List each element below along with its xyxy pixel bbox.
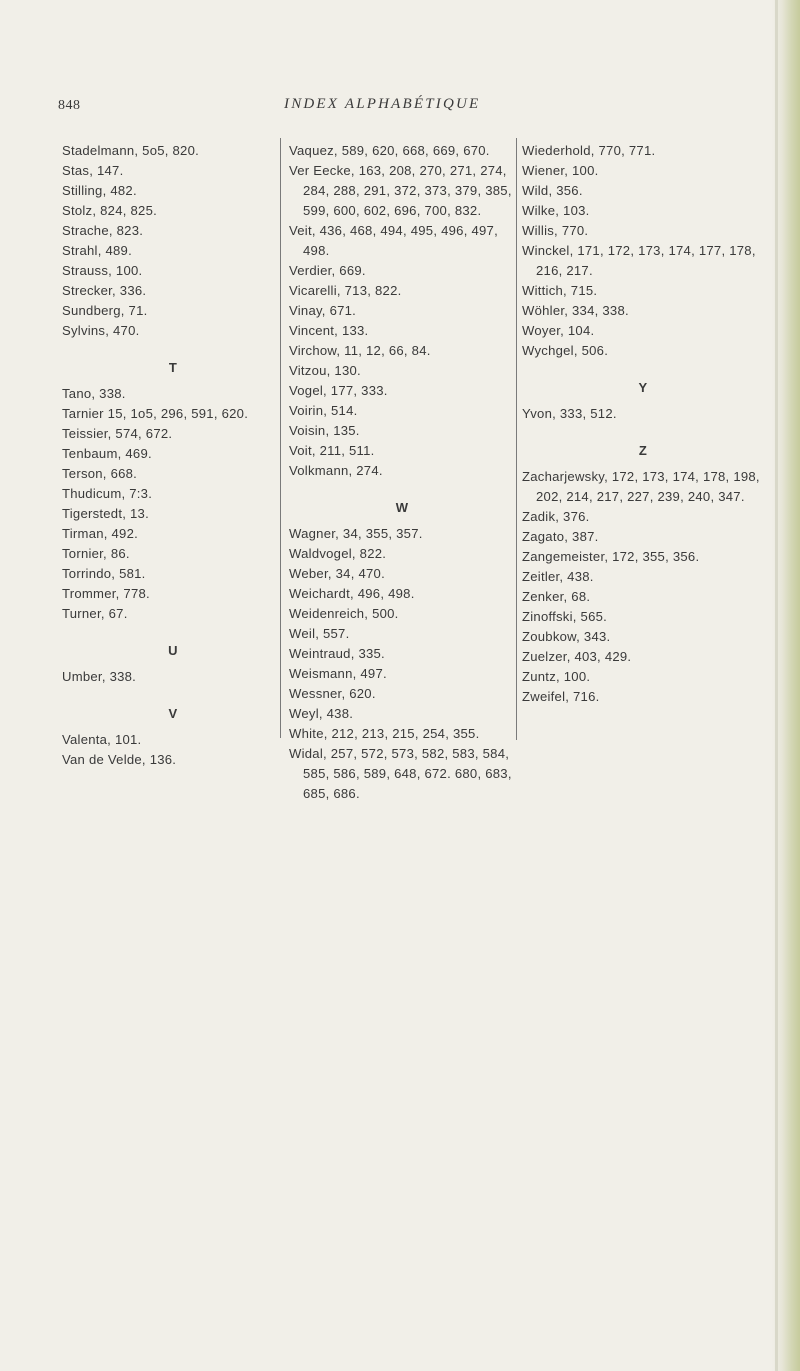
index-entry-list — [62, 141, 284, 341]
index-entry: Vincent, 133. — [289, 323, 369, 338]
index-entry: Tano, 338. — [62, 386, 126, 401]
index-entry: Weil, 557. — [289, 626, 350, 641]
index-entry: Zeitler, 438. — [522, 569, 594, 584]
index-entry: Tenbaum, 469. — [62, 446, 152, 461]
index-entry: Wöhler, 334, 338. — [522, 303, 629, 318]
letter-heading: W — [395, 500, 409, 515]
index-column-2 — [289, 141, 515, 804]
index-entry: Sylvins, 470. — [62, 323, 140, 338]
index-entry: Vicarelli, 713, 822. — [289, 283, 402, 298]
index-entry: Sundberg, 71. — [62, 303, 148, 318]
index-entry: Volkmann, 274. — [289, 463, 383, 478]
index-entry: Wiederhold, 770, 771. — [522, 143, 656, 158]
index-entry: Teissier, 574, 672. — [62, 426, 173, 441]
index-entry: Umber, 338. — [62, 669, 137, 684]
index-entry-list — [62, 730, 284, 770]
index-entry: Wittich, 715. — [522, 283, 598, 298]
index-column-3 — [522, 141, 764, 707]
index-entry: Vinay, 671. — [289, 303, 357, 318]
index-entry: Zagato, 387. — [522, 529, 599, 544]
index-entry: Van de Velde, 136. — [62, 752, 177, 767]
index-entry: Wychgel, 506. — [522, 343, 609, 358]
index-entry: Weyl, 438. — [289, 706, 354, 721]
index-entry: Thudicum, 7:3. — [62, 486, 153, 501]
index-entry: Vitzou, 130. — [289, 363, 361, 378]
index-entry: Wild, 356. — [522, 183, 583, 198]
index-entry: Strache, 823. — [62, 223, 144, 238]
index-entry: Strecker, 336. — [62, 283, 147, 298]
index-entry: Zinoffski, 565. — [522, 609, 608, 624]
index-entry: Willis, 770. — [522, 223, 589, 238]
index-entry: Wessner, 620. — [289, 686, 376, 701]
index-entry: Tirman, 492. — [62, 526, 139, 541]
index-column-1 — [62, 141, 284, 770]
index-entry: Winckel, 171, 172, 173, 174, 177, 178, 216, 217. — [522, 243, 756, 278]
index-entry: Strahl, 489. — [62, 243, 132, 258]
index-entry: Weintraud, 335. — [289, 646, 385, 661]
index-entry: Tornier, 86. — [62, 546, 130, 561]
index-entry: Verdier, 669. — [289, 263, 366, 278]
index-entry: Terson, 668. — [62, 466, 138, 481]
index-entry: Zangemeister, 172, 355, 356. — [522, 549, 700, 564]
index-entry: Vogel, 177, 333. — [289, 383, 388, 398]
index-entry: Zoubkow, 343. — [522, 629, 611, 644]
index-entry: Yvon, 333, 512. — [522, 406, 617, 421]
letter-heading: Y — [638, 380, 648, 395]
letter-heading: Z — [638, 443, 648, 458]
index-entry: Turner, 67. — [62, 606, 128, 621]
index-entry: Stas, 147. — [62, 163, 124, 178]
page-edge-shadow — [775, 0, 778, 1371]
index-entry: Valenta, 101. — [62, 732, 142, 747]
index-entry: Torrindo, 581. — [62, 566, 146, 581]
index-entry: Tigerstedt, 13. — [62, 506, 149, 521]
index-entry: Wagner, 34, 355, 357. — [289, 526, 423, 541]
index-entry: Veit, 436, 468, 494, 495, 496, 497, 498. — [289, 223, 498, 258]
letter-heading: V — [168, 706, 178, 721]
index-entry-list — [62, 667, 284, 687]
index-entry: Vaquez, 589, 620, 668, 669, 670. — [289, 143, 490, 158]
page-header — [58, 92, 528, 122]
index-entry-list — [522, 467, 764, 707]
index-entry: Wilke, 103. — [522, 203, 590, 218]
index-entry: White, 212, 213, 215, 254, 355. — [289, 726, 480, 741]
index-entry-list — [522, 141, 764, 361]
index-entry: Wiener, 100. — [522, 163, 599, 178]
index-entry: Zweifel, 716. — [522, 689, 600, 704]
index-entry: Voisin, 135. — [289, 423, 360, 438]
index-entry: Zuelzer, 403, 429. — [522, 649, 632, 664]
index-entry-list — [289, 524, 515, 804]
index-entry: Stolz, 824, 825. — [62, 203, 157, 218]
index-entry: Stadelmann, 5o5, 820. — [62, 143, 200, 158]
running-title: INDEX ALPHABÉTIQUE — [284, 96, 481, 112]
index-entry: Waldvogel, 822. — [289, 546, 387, 561]
index-entry-list — [62, 384, 284, 624]
index-entry: Stilling, 482. — [62, 183, 137, 198]
page-number: 848 — [58, 98, 81, 113]
index-entry: Woyer, 104. — [522, 323, 595, 338]
index-entry: Tarnier 15, 1o5, 296, 591, 620. — [62, 406, 249, 421]
index-entry: Zuntz, 100. — [522, 669, 591, 684]
index-entry: Weichardt, 496, 498. — [289, 586, 415, 601]
index-entry: Zenker, 68. — [522, 589, 591, 604]
index-entry: Strauss, 100. — [62, 263, 143, 278]
index-entry: Trommer, 778. — [62, 586, 150, 601]
letter-heading: U — [168, 643, 178, 658]
index-entry: Weber, 34, 470. — [289, 566, 385, 581]
index-entry: Zadik, 376. — [522, 509, 590, 524]
index-entry: Zacharjewsky, 172, 173, 174, 178, 198, 202, 214, 217, 227, 239, 240, 347. — [522, 469, 760, 504]
column-divider — [516, 138, 517, 740]
index-entry: Virchow, 11, 12, 66, 84. — [289, 343, 431, 358]
index-entry-list — [522, 404, 764, 424]
index-entry-list — [289, 141, 515, 481]
index-entry: Voit, 211, 511. — [289, 443, 375, 458]
index-entry: Weismann, 497. — [289, 666, 387, 681]
index-entry: Weidenreich, 500. — [289, 606, 399, 621]
index-entry: Widal, 257, 572, 573, 582, 583, 584, 585, 586, 589, 648, 672. 680, 683, 685, 686. — [289, 746, 512, 801]
index-entry: Voirin, 514. — [289, 403, 358, 418]
index-entry: Ver Eecke, 163, 208, 270, 271, 274, 284, 288, 291, 372, 373, 379, 385, 599, 600, 602, 696, 700, 832. — [289, 163, 512, 218]
letter-heading: T — [168, 360, 178, 375]
